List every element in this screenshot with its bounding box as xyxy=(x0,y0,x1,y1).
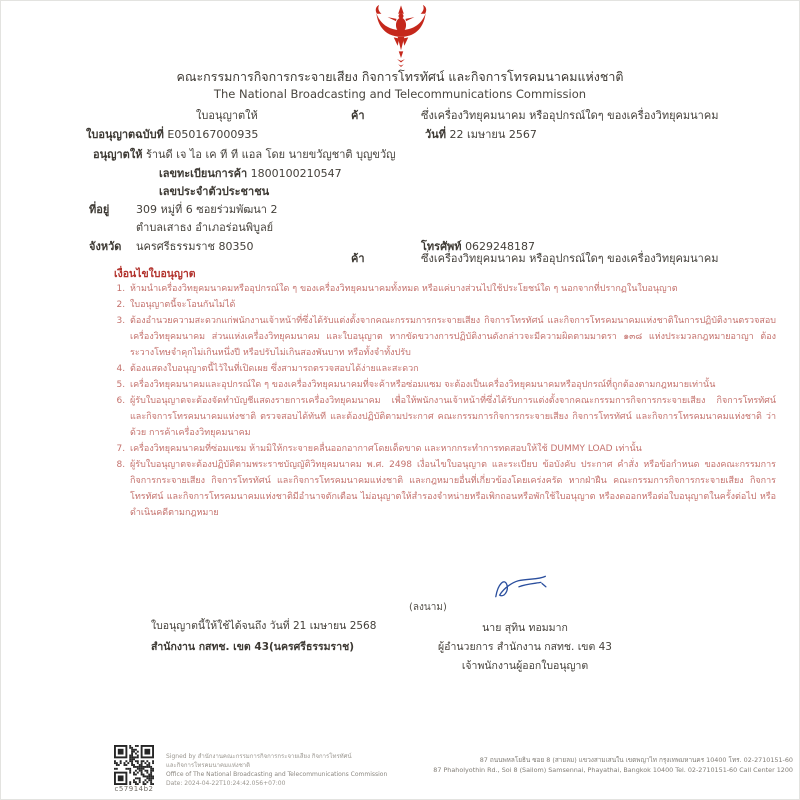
conditions-list xyxy=(102,281,776,521)
address-line1: 309 หมู่ที่ 6 ซอยร่วมพัฒนา 2 xyxy=(136,203,278,216)
org-name-thai: คณะกรรมการกิจการกระจายเสียง กิจการโทรทัศน์ และกิจการโทรคมนาคมแห่งชาติ xyxy=(176,69,624,84)
licensee-label: อนุญาตให้ xyxy=(93,148,143,161)
condition-item: 6. ผู้รับใบอนุญาตจะต้องจัดทำบัญชีแสดงรายการเครื่องวิทยุคมนาคม เพื่อให้พนักงานเจ้าหน้าที่ซึ่งได้รับการแต่งตั้งจากคณะกรรมการกิจการกระจายเสียง กิจการโทรทัศน์ และกิจการโทรคมนาคมแห่งชาติ ตรวจสอบได้ทันที และต้องปฏิบัติตามประกาศ คณะกรรมการกิจการกระจายเสียง กิจการโทรทัศน์ และกิจการโทรคมนาคมแห่งชาติ ว่าด้วย การค้าเครื่องวิทยุคมนาคม xyxy=(128,393,776,441)
address-line2: ตำบลเสาธง อำเภอร่อนพิบูลย์ xyxy=(136,221,274,234)
activity-type-value: ค้า xyxy=(351,252,365,265)
activity-subject: ซึ่งเครื่องวิทยุคมนาคม หรืออุปกรณ์ใดๆ ของเครื่องวิทยุคมนาคม xyxy=(421,252,719,265)
signed-by-line2: และกิจการโทรคมนาคมแห่งชาติ xyxy=(166,762,251,769)
trade-registration-label: เลขทะเบียนการค้า xyxy=(159,167,248,180)
signed-date: Date: 2024-04-22T10:24:42.056+07:00 xyxy=(166,780,286,787)
signed-by-note xyxy=(166,752,387,788)
citizen-id-label: เลขประจำตัวประชาชน xyxy=(159,185,270,198)
qr-code-label: c57914b2 xyxy=(114,785,154,793)
signature-image xyxy=(487,571,553,611)
phone-label: โทรศัพท์ xyxy=(421,240,462,253)
license-type-value: ค้า xyxy=(351,109,365,122)
signer-role: เจ้าพนักงานผู้ออกใบอนุญาต xyxy=(461,660,589,672)
province-value: นครศรีธรรมราช 80350 xyxy=(136,240,254,253)
signed-by-line3: Office of The National Broadcasting and Telecommunications Commission xyxy=(166,771,388,778)
license-number-value: E050167000935 xyxy=(167,128,259,141)
sign-label: (ลงนาม) xyxy=(409,602,447,613)
issuing-office-text: สำนักงาน กสทช. เขต 43(นครศรีธรรมราช) xyxy=(151,641,355,653)
signed-by-line1: Signed by สำนักงานคณะกรรมการกิจการกระจายเสียง กิจการโทรทัศน์ xyxy=(166,753,352,760)
condition-item: 1. ห้ามนำเครื่องวิทยุคมนาคมหรืออุปกรณ์ใด ๆ ของเครื่องวิทยุคมนาคมทั้งหมด หรือแค่บางส่วนไปใช้ประโยชน์ใด ๆ นอกจากที่ปรากฏในใบอนุญาต xyxy=(128,281,776,297)
trade-registration-row xyxy=(159,164,342,182)
license-number-row xyxy=(86,125,258,143)
province-label: จังหวัด xyxy=(89,240,122,253)
condition-item: 3. ต้องอำนวยความสะดวกแก่พนักงานเจ้าหน้าที่ซึ่งได้รับแต่งตั้งจากคณะกรรมการกระจายเสียง กิจการโทรทัศน์ และกิจการโทรคมนาคมแห่งชาติในการปฏิบัติงานตรวจสอบเครื่องวิทยุคมนาคม ส่วนแห่งเครื่องวิทยุคมนาคม และใบอนุญาต หากขัดขวางการปฏิบัติงานดังกล่าวจะมีความผิดตามมาตรา ๑๓๘ แห่งประมวลกฎหมายอาญา ต้องระวางโทษจำคุกไม่เกินหนึ่งปี หรือปรับไม่เกินสองพันบาท หรือทั้งจำทั้งปรับ xyxy=(128,313,776,361)
issue-date-row xyxy=(425,125,537,143)
office-address-block xyxy=(421,755,793,775)
office-address-thai: 87 ถนนพหลโยธิน ซอย 8 (สายลม) แขวงสามเสนใน เขตพญาไท กรุงเทพมหานคร 10400 โทร. 02-2710151-60 xyxy=(479,756,793,764)
org-name-english: The National Broadcasting and Telecommunications Commission xyxy=(213,87,587,101)
licensee-name: ร้านดี เจ ไอ เค ที ที แอล โดย นายขวัญชาติ บุญขวัญ xyxy=(145,148,396,161)
signer-block xyxy=(389,619,661,676)
licensee-row xyxy=(93,145,396,163)
condition-item: 7. เครื่องวิทยุคมนาคมที่ซ่อมแซม ห้ามมิให้กระจายคลื่นออกอากาศโดยเด็ดขาด และหากกระทำการทดสอบให้ใช้ DUMMY LOAD เท่านั้น xyxy=(128,441,776,457)
valid-until-text: ใบอนุญาตนี้ให้ใช้ได้จนถึง วันที่ 21 เมษายน 2568 xyxy=(151,620,377,632)
condition-item: 5. เครื่องวิทยุคมนาคมและอุปกรณ์ใด ๆ ของเครื่องวิทยุคมนาคมที่จะค้าหรือซ่อมแซม จะต้องเป็นเครื่องวิทยุคมนาคมหรืออุปกรณ์ที่ถูกต้องตามกฎหมายเท่านั้น xyxy=(128,377,776,393)
signer-name: นาย สุทิน ทอมมาก xyxy=(482,622,568,634)
condition-item: 2. ใบอนุญาตนี้จะโอนกันไม่ได้ xyxy=(128,297,776,313)
signer-title: ผู้อำนวยการ สำนักงาน กสทช. เขต 43 xyxy=(438,641,612,653)
address-label: ที่อยู่ xyxy=(89,203,110,216)
license-for-label: ใบอนุญาตให้ xyxy=(196,109,258,122)
license-number-label: ใบอนุญาตฉบับที่ xyxy=(86,128,164,141)
license-subject: ซึ่งเครื่องวิทยุคมนาคม หรืออุปกรณ์ใดๆ ของเครื่องวิทยุคมนาคม xyxy=(421,109,719,122)
condition-item: 8. ผู้รับใบอนุญาตจะต้องปฏิบัติตามพระราชบัญญัติวิทยุคมนาคม พ.ศ. 2498 เงื่อนไขใบอนุญาต และระเบียบ ข้อบังคับ ประกาศ คำสั่ง หรือข้อกำหนด ของคณะกรรมการกิจการกระจายเสียง กิจการโทรทัศน์ และกิจการโทรคมนาคมแห่งชาติ และกฎหมายอื่นที่เกี่ยวข้องโดยเคร่งครัด หากฝ่าฝืน คณะกรรมการกิจการกระจายเสียง กิจการโทรทัศน์ และกิจการโทรคมนาคมแห่งชาติมีอำนาจตักเตือน ไม่อนุญาตให้สำรองจำหน่ายหรือเพิกถอนหรือพักใช้ใบอนุญาต หรืองดออกหรือต่อใบอนุญาตในครั้งต่อไป หรือดำเนินคดีตามกฎหมาย xyxy=(128,457,776,521)
trade-registration-number: 1800100210547 xyxy=(250,167,342,180)
issue-date-value: 22 เมษายน 2567 xyxy=(449,128,537,141)
qr-code xyxy=(114,745,154,785)
phone-value: 0629248187 xyxy=(465,240,536,253)
issue-date-label: วันที่ xyxy=(425,128,446,141)
conditions-title: เงื่อนไขใบอนุญาต xyxy=(114,268,196,280)
office-address-english: 87 Phaholyothin Rd., Soi 8 (Sailom) Samsennai, Phayathai, Bangkok 10400 Tel. 02-2710151-60 Call Center 1200 xyxy=(433,766,793,774)
condition-item: 4. ต้องแสดงใบอนุญาตนี้ไว้ในที่เปิดเผย ซึ่งสามารถตรวจสอบได้ง่ายและสะดวก xyxy=(128,361,776,377)
